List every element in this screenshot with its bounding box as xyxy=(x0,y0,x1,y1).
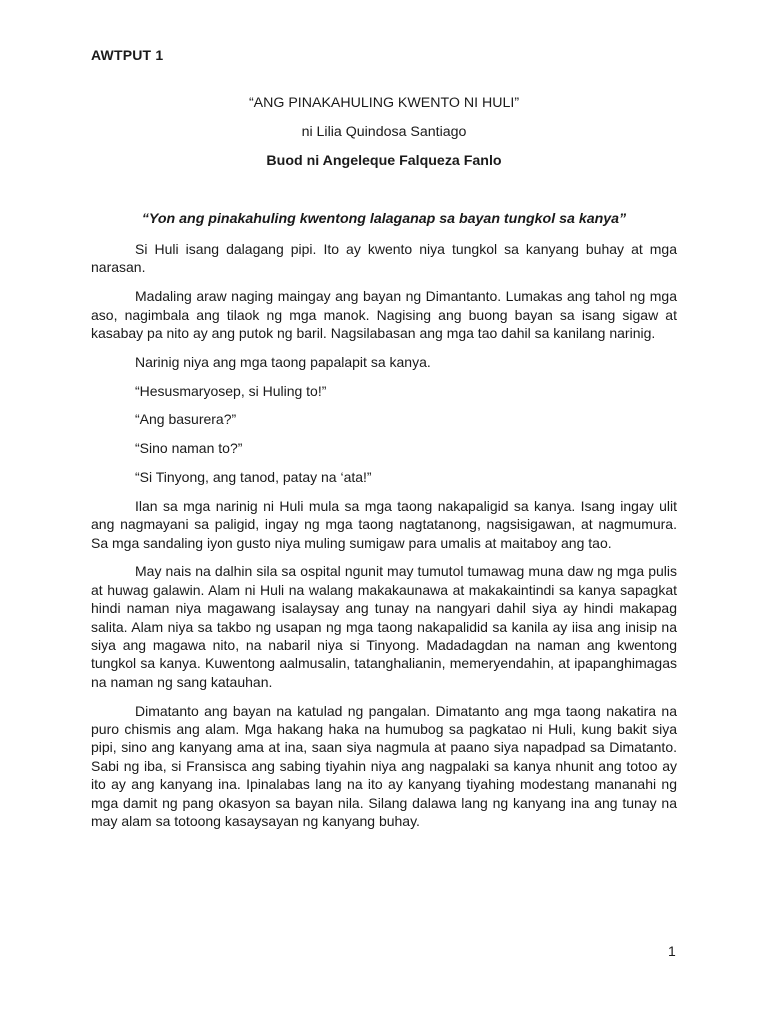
paragraph-5: May nais na dalhin sila sa ospital ngunit may tumutol tumawag muna daw ng mga pulis at huwag galawin. Alam ni Huli na walang makakaunawa at makakaintindi sa kanya sapagkat hindi naman niya magawang isalaysay ang tunay na nangyari dahil siya ay hindi makapag salita. Alam niya sa takbo ng usapan ng mga taong nakapalidid sa kanila ay iisa ang inisip na siya ang magawa nito, na nabaril niya si Tinyong. Madadagdan na naman ang kwentong tungkol sa kanya. Kuwentong aalmusalin, tatanghalianin, memeryendahin, at ipapanghimagas na naman ng sang katauhan. xyxy=(91,563,677,690)
story-title: “ANG PINAKAHULING KWENTO NI HULI” xyxy=(248,95,520,111)
dialogue-line-4: “Si Tinyong, ang tanod, patay na ‘ata!” xyxy=(135,469,372,485)
dialogue-line-3: “Sino naman to?” xyxy=(135,440,243,457)
paragraph-6: Dimatanto ang bayan na katulad ng pangalan. Dimatanto ang mga taong nakatira na puro chismis ang alam. Mga hakang haka na humubog sa pagkatao ni Huli, kung bakit siya pipi, sino ang kanyang ama at ina, saan siya nagmula at paano siya napadpad sa Dimatanto. Sabi ng iba, si Fransisca ang sabing tiyahin niya ang nagpalaki sa kanya nhunit ang totoo ay ito ay ang kanyang ina. Ipinalabas lang na ito ay kanyang tiyahing modestang mananahi ng mga damit ng pang okasyon sa bayan nila. Silang dalawa lang ng kanyang ina ang tunay na may alam sa totoong kasaysayan ng kanyang buhay. xyxy=(91,702,677,830)
dialogue-line-2: “Ang basurera?” xyxy=(135,411,237,428)
paragraph-4: Ilan sa mga narinig ni Huli mula sa mga taong nakapaligid sa kanya. Isang ingay ulit ang nagmayani sa paligid, ingay ng mga taong nagtatanong, nagsisigawan, at nagmumura. Sa mga sandaling iyon gusto niya muling sumigaw para umalis at maitaboy ang tao. xyxy=(91,497,677,551)
paragraph-1: Si Huli isang dalagang pipi. Ito ay kwento niya tungkol sa kanyang buhay at mga narasan. xyxy=(91,241,677,276)
dialogue-line-1: “Hesusmaryosep, si Huling to!” xyxy=(135,382,327,399)
paragraph-2: Madaling araw naging maingay ang bayan ng Dimantanto. Lumakas ang tahol ng mga aso, nagimbala ang tilaok ng mga manok. Nagising ang buong bayan sa isang sigaw at kasabay pa nito ay ang putok ng baril. Nagsilabasan ang mga tao dahil sa kanilang narinig. xyxy=(91,288,677,342)
assignment-label: AWTPUT 1 xyxy=(91,47,164,63)
body-text xyxy=(91,240,677,841)
story-author: ni Lilia Quindosa Santiago xyxy=(301,124,467,140)
paragraph-3: Narinig niya ang mga taong papalapit sa kanya. xyxy=(135,353,431,370)
summary-author: Buod ni Angeleque Falqueza Fanlo xyxy=(266,153,502,169)
page-number: 1 xyxy=(668,943,676,959)
quote-heading: “Yon ang pinakahuling kwentong lalaganap sa bayan tungkol sa kanya” xyxy=(141,211,627,227)
